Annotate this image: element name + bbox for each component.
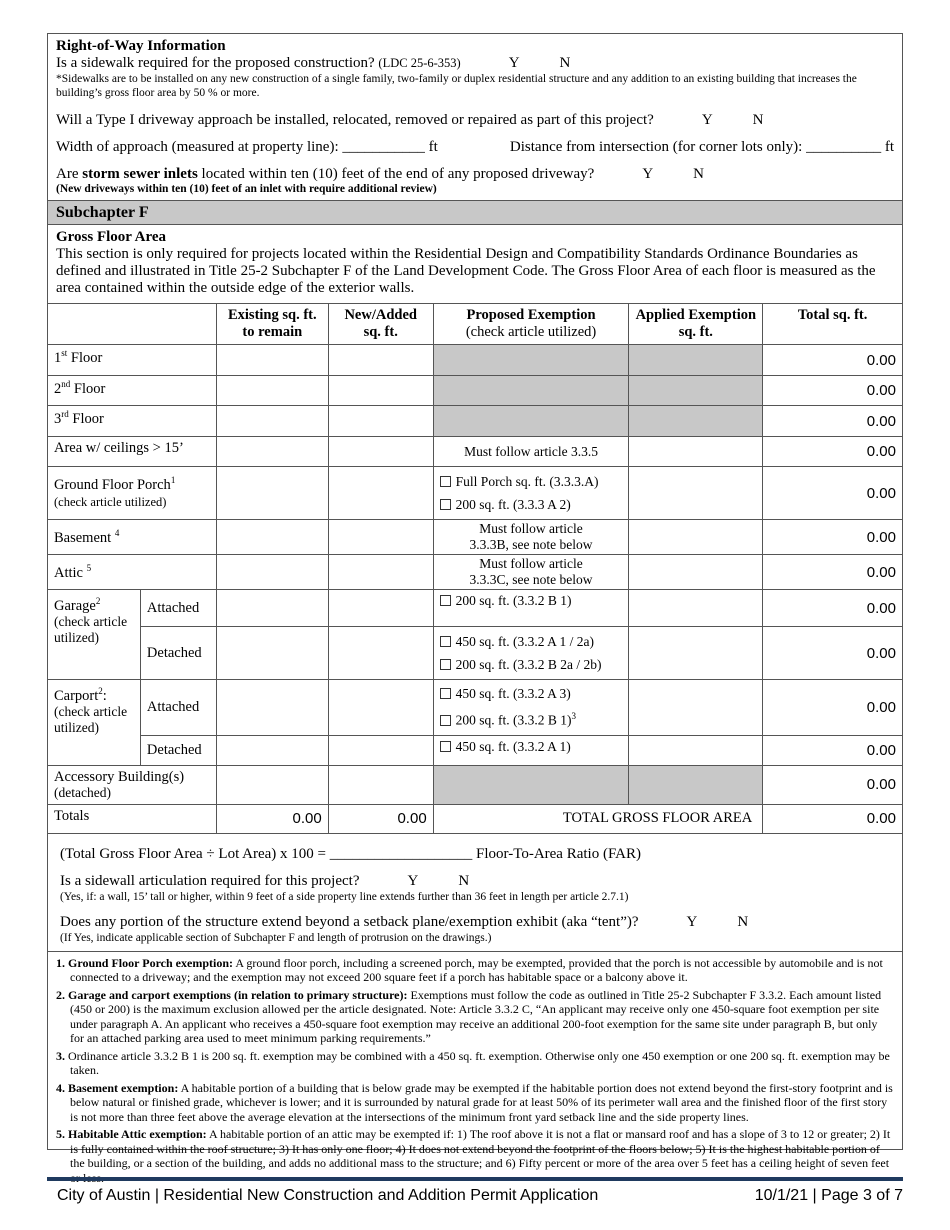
checkbox[interactable] — [440, 715, 451, 726]
footnotes — [48, 951, 902, 1186]
footnote: 5. Habitable Attic exemption: A habitable portion of an attic may be exempted if: 1) The roof above it is not a flat or mansard roof and has a slope of 3 to 12 or greater; 2) It is fully contained within the roof structure; 3) It has only one floor; 4) It does not extend beyond the footprint of the floors below; 5) It is the highest habitable portion of the building, or a section of the building, and adds no additional mass to the structure; and 6) Fifty percent or more of the area over 5 feet has a ceiling height of seven feet — [56, 1127, 891, 1170]
new-input[interactable] — [328, 735, 433, 765]
total-new: 0.00 — [328, 804, 433, 833]
tent-yes[interactable]: Y — [686, 913, 698, 930]
footnote: 1. Ground Floor Porch exemption: A ground floor porch, including a screened porch, may be exempted, provided that the porch is not accessible by automobile and is not connected to a driveway; and the exemption may not exceed 200 square feet if a porch has habitable space or a balcony above it. — [56, 955, 883, 984]
total-existing: 0.00 — [216, 804, 328, 833]
existing-input[interactable] — [216, 590, 328, 627]
applied-input[interactable] — [629, 627, 763, 680]
existing-input[interactable] — [216, 376, 328, 406]
table-row-garage-attached: Garage$^2$ (check article utilized) Attached 200 sq. ft. (3.3.2 B 1) 0.00 — [48, 590, 903, 627]
checkbox[interactable] — [440, 499, 451, 510]
page-footer — [57, 1187, 903, 1205]
checkbox[interactable] — [440, 688, 451, 699]
total-value: 0.00 — [763, 345, 903, 376]
existing-input[interactable] — [216, 680, 328, 736]
inlet-question-bold: storm sewer inlets — [82, 166, 198, 182]
existing-input[interactable] — [216, 345, 328, 376]
footnote: 2. Garage and carport exemptions (in relation to primary structure): Exemptions must follow the code as outlined in Title 25-2 Subchapter F 3.3.2. Each amount listed (450 or 200) is the maximum exclusion allowed per the article designated. Note: Article 3.3.2 C, “An applicant may receive only one 450-square foot exemption per site under paragraph A. An applicant who receives a 450-square foot exemption may receive an additional 200-foot exemption for the same site under paragraph B, but only for an attached parking area used to meet minimum parking requirements.” — [56, 987, 882, 1045]
sidewalk-question: Is a sidewalk required for the proposed construction? — [56, 55, 375, 71]
garage-detached-200-option[interactable]: 200 sq. ft. (3.3.2 B 2a / 2b) — [440, 653, 623, 676]
footer-title: City of Austin | Residential New Construction and Addition Permit Application — [57, 1187, 599, 1204]
total-value: 0.00 — [763, 735, 903, 765]
sidewalk-yes[interactable]: Y — [508, 55, 520, 71]
table-row-totals: Totals 0.00 0.00 TOTAL GROSS FLOOR AREA 0.00 — [48, 804, 903, 833]
new-input[interactable] — [328, 590, 433, 627]
section-title: Right-of-Way Information — [56, 38, 226, 54]
garage-attached-option[interactable]: 200 sq. ft. (3.3.2 B 1) — [440, 593, 623, 609]
footnote: 3. Ordinance article 3.3.2 B 1 is 200 sq. ft. exemption may be combined with a 450 sq. ft. exemption. Otherwise only one 450 exemption or one 200 sq. ft. exemption may be taken. — [56, 1048, 890, 1077]
applied-input[interactable] — [629, 680, 763, 736]
inlet-no[interactable]: N — [693, 166, 704, 182]
new-input[interactable] — [328, 345, 433, 376]
intersection-distance-field[interactable]: Distance from intersection (for corner lots only): __________ ft — [509, 139, 894, 155]
existing-input[interactable] — [216, 520, 328, 555]
new-input[interactable] — [328, 680, 433, 736]
table-row-porch: Ground Floor Porch$^1$ (check article utilized) Full Porch sq. ft. (3.3.3.A) 200 sq. ft. (3.3.3 A 2) 0.00 — [48, 467, 903, 520]
existing-input[interactable] — [216, 467, 328, 520]
driveway-question: Will a Type I driveway approach be installed, relocated, removed or repaired as part of this project? — [56, 112, 654, 128]
total-gfa-label: TOTAL GROSS FLOOR AREA — [433, 804, 763, 833]
footer-page: 10/1/21 | Page 3 of 7 — [754, 1187, 903, 1204]
total-value: 0.00 — [763, 765, 903, 804]
footer-divider — [47, 1177, 903, 1181]
existing-input[interactable] — [216, 627, 328, 680]
existing-input[interactable] — [216, 555, 328, 590]
table-row-floor3: 3rd Floor 0.00 — [48, 406, 903, 437]
driveway-yes[interactable]: Y — [701, 112, 713, 128]
porch-full-option[interactable]: Full Porch sq. ft. (3.3.3.A) — [440, 470, 623, 493]
header-total: Total sq. ft. — [763, 304, 903, 345]
tent-note: (If Yes, indicate applicable section of Subchapter F and length of protrusion on the drawings.) — [60, 931, 492, 944]
garage-detached-450-option[interactable]: 450 sq. ft. (3.3.2 A 1 / 2a) — [440, 630, 623, 653]
new-input[interactable] — [328, 406, 433, 437]
new-input[interactable] — [328, 627, 433, 680]
ldc-ref: (LDC 25-6-353) — [378, 56, 461, 70]
checkbox[interactable] — [440, 636, 451, 647]
sidewall-note: (Yes, if: a wall, 15’ tall or higher, within 9 feet of a side property line extends further than 36 feet in length per article 2.7.1) — [60, 890, 629, 903]
sidewall-question: Is a sidewall articulation required for this project? — [60, 872, 360, 889]
gfa-title: Gross Floor Area — [56, 229, 166, 245]
table-row-carport-attached: Carport$^2$: (check article utilized) Attached 450 sq. ft. (3.3.2 A 3) 200 sq. ft. (3.3.2 B 1)$^3$ 0.00 — [48, 680, 903, 736]
checkbox[interactable] — [440, 595, 451, 606]
far-section — [48, 834, 902, 951]
table-row-basement: Basement $^4$ Must follow article 3.3.3B, see note below 0.00 — [48, 520, 903, 555]
table-row-floor1: 1st Floor 0.00 — [48, 345, 903, 376]
sidewalk-no[interactable]: N — [559, 55, 571, 71]
table-row-attic: Attic $^5$ Must follow article 3.3.3C, see note below 0.00 — [48, 555, 903, 590]
checkbox[interactable] — [440, 741, 451, 752]
total-value: 0.00 — [763, 555, 903, 590]
header-applied: Applied Exemption sq. ft. — [629, 304, 763, 345]
gfa-intro: This section is only required for projects located within the Residential Design and Compatibility Standards Ordinance Boundaries as defined and illustrated in Title 25-2 Subchapter F of the Land Development Code. The Gross Floor Area of each floor is measured as the area contained within the outside edge of the exterior walls. — [56, 246, 876, 296]
applied-input[interactable] — [629, 520, 763, 555]
tent-question: Does any portion of the structure extend beyond a setback plane/exemption exhibit (aka “tent”)? — [60, 913, 639, 930]
header-blank — [48, 304, 217, 345]
carport-attached-200-option[interactable]: 200 sq. ft. (3.3.2 B 1)$^3$ — [440, 705, 623, 732]
inlet-note: (New driveways within ten (10) feet of an inlet with require additional review) — [56, 183, 437, 195]
footnote: 4. Basement exemption: A habitable portion of a building that is below grade may be exempted if the habitable portion does not extend beyond the first-story footprint and is below natural or finished grade, whichever is lower; and it is surrounded by natural grade for at least 50% of its perimeter wall area and the finished floor of the first story is not more than three feet above the average elevation at the intersections of the minimum front yard setback line and the side property lines. — [56, 1080, 893, 1124]
table-row-high-ceiling: Area w/ ceilings > 15’ Must follow article 3.3.5 0.00 — [48, 437, 903, 467]
sidewall-no[interactable]: N — [458, 872, 470, 889]
checkbox[interactable] — [440, 659, 451, 670]
header-new: New/Added sq. ft. — [328, 304, 433, 345]
total-value: 0.00 — [763, 590, 903, 627]
total-value: 0.00 — [763, 520, 903, 555]
existing-input[interactable] — [216, 437, 328, 467]
new-input[interactable] — [328, 555, 433, 590]
driveway-no[interactable]: N — [752, 112, 764, 128]
gross-floor-area-table — [47, 303, 903, 834]
new-input[interactable] — [328, 467, 433, 520]
applied-input[interactable] — [629, 735, 763, 765]
existing-input[interactable] — [216, 406, 328, 437]
existing-input[interactable] — [216, 735, 328, 765]
new-input[interactable] — [328, 376, 433, 406]
right-of-way-section — [48, 34, 902, 200]
total-value: 0.00 — [763, 376, 903, 406]
total-gfa: 0.00 — [763, 804, 903, 833]
applied-input[interactable] — [629, 467, 763, 520]
total-value: 0.00 — [763, 627, 903, 680]
subchapter-header: Subchapter F — [48, 200, 902, 225]
applied-input[interactable] — [629, 555, 763, 590]
approach-width-field[interactable]: Width of approach (measured at property line): ___________ ft — [56, 139, 438, 155]
carport-attached-450-option[interactable]: 450 sq. ft. (3.3.2 A 3) — [440, 683, 623, 705]
table-row-garage-detached: Detached 450 sq. ft. (3.3.2 A 1 / 2a) 200 sq. ft. (3.3.2 B 2a / 2b) 0.00 — [48, 627, 903, 680]
new-input[interactable] — [328, 520, 433, 555]
new-input[interactable] — [328, 437, 433, 467]
inlet-question-post: located within ten (10) feet of the end of any proposed driveway? — [197, 166, 595, 182]
form-page — [47, 33, 903, 1170]
applied-input[interactable] — [629, 590, 763, 627]
total-value: 0.00 — [763, 406, 903, 437]
gfa-section — [48, 225, 902, 303]
checkbox[interactable] — [440, 476, 451, 487]
tent-no[interactable]: N — [737, 913, 749, 930]
table-row-floor2: 2nd Floor 0.00 — [48, 376, 903, 406]
sidewall-yes[interactable]: Y — [407, 872, 419, 889]
inlet-yes[interactable]: Y — [642, 166, 654, 182]
total-value: 0.00 — [763, 467, 903, 520]
header-existing: Existing sq. ft. to remain — [216, 304, 328, 345]
total-value: 0.00 — [763, 680, 903, 736]
porch-200-option[interactable]: 200 sq. ft. (3.3.3 A 2) — [440, 493, 623, 516]
inlet-question-pre: Are — [56, 166, 83, 182]
applied-input[interactable] — [629, 437, 763, 467]
sidewalk-note: *Sidewalks are to be installed on any new construction of a single family, two-family or duplex residential structure and any addition to an existing building that increases the building’s gross floor area by 50 % or more. — [56, 73, 857, 99]
total-value: 0.00 — [763, 437, 903, 467]
table-row-accessory: Accessory Building(s) (detached) 0.00 — [48, 765, 903, 804]
carport-detached-option[interactable]: 450 sq. ft. (3.3.2 A 1) — [440, 739, 623, 755]
far-formula-field[interactable]: (Total Gross Floor Area ÷ Lot Area) x 100 = ___________________ Floor-To-Area Ratio (FAR) — [60, 845, 642, 862]
new-input[interactable] — [328, 765, 433, 804]
table-row-carport-detached: Detached 450 sq. ft. (3.3.2 A 1) 0.00 — [48, 735, 903, 765]
header-proposed: Proposed Exemption (check article utilized) — [433, 304, 629, 345]
existing-input[interactable] — [216, 765, 328, 804]
